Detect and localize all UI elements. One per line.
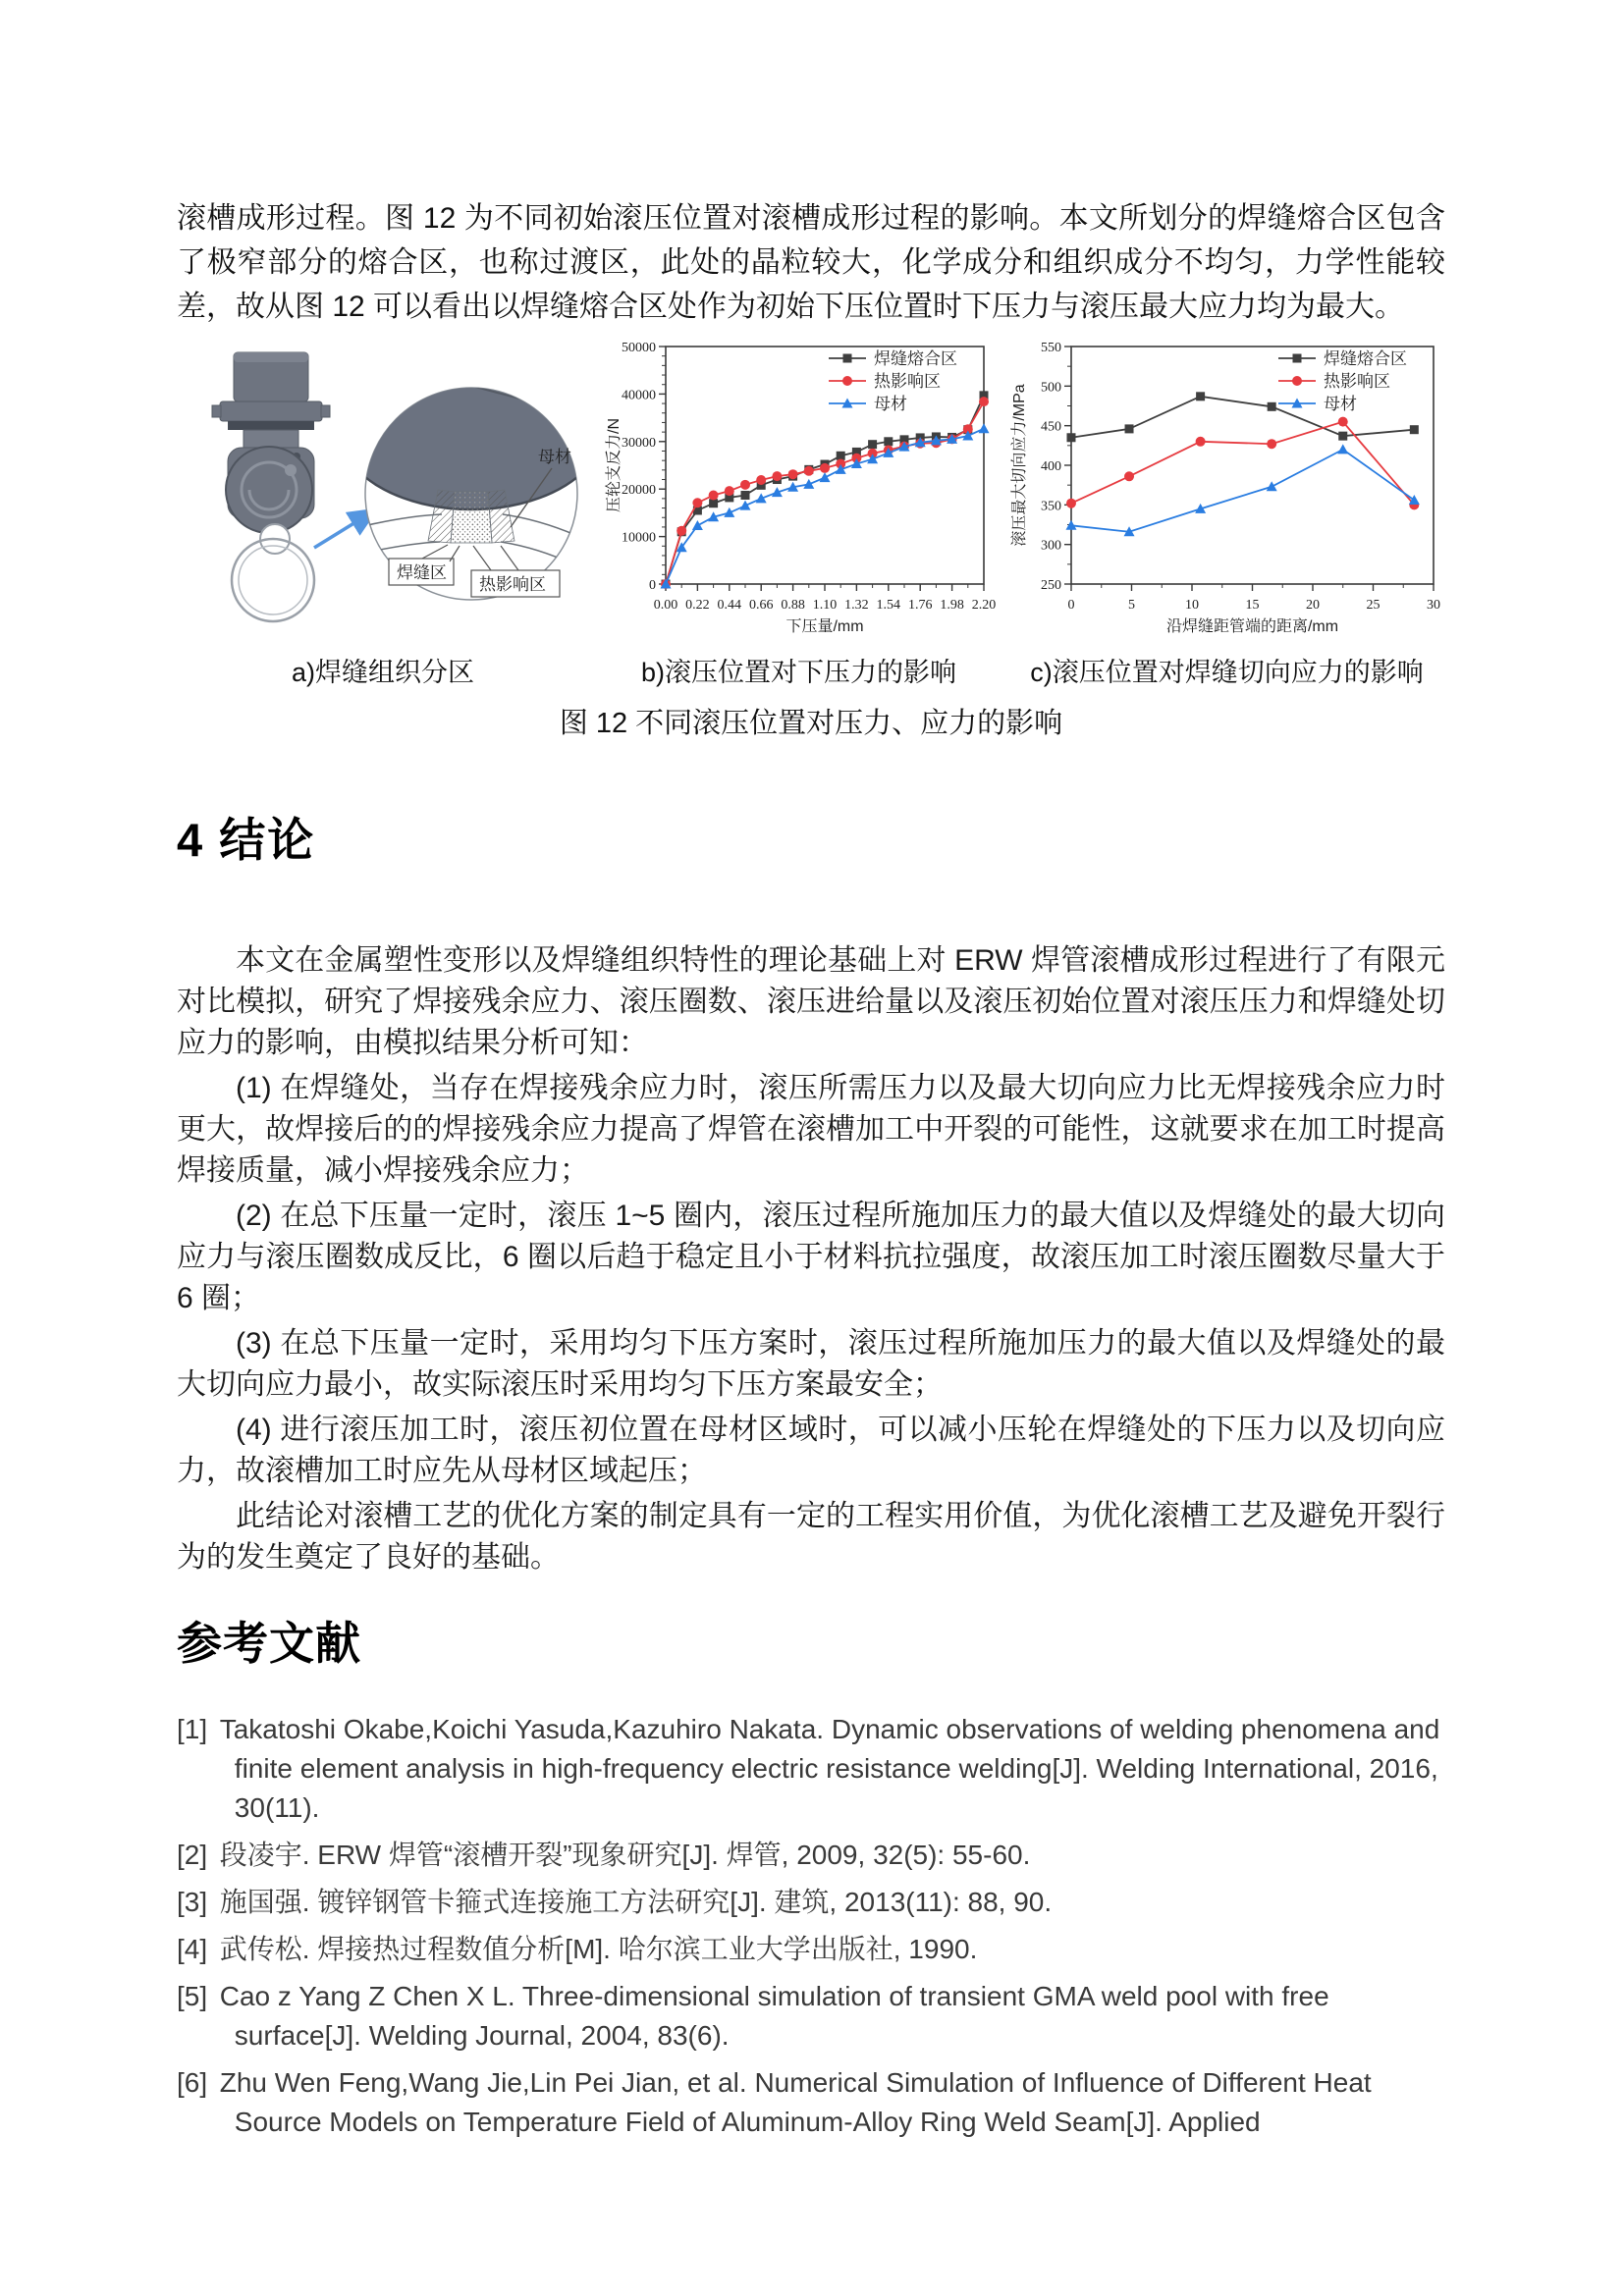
reference-text: Cao z Yang Z Chen X L. Three-dimensional simulation of transient GMA weld pool with free surface[J]. Welding Journal, 2004, 83(6). bbox=[219, 1981, 1329, 2051]
reference-label: [5] bbox=[177, 1981, 208, 2011]
svg-text:50000: 50000 bbox=[621, 341, 656, 355]
svg-text:热影响区: 热影响区 bbox=[1324, 372, 1390, 391]
reference-text: Zhu Wen Feng,Wang Jie,Lin Pei Jian, et al. Numerical Simulation of Influence of Different Heat Source Models on Temperature Field of Aluminum-Alloy Ring Weld Seam[J]. Applied bbox=[219, 2067, 1372, 2137]
svg-text:25: 25 bbox=[1366, 598, 1380, 613]
svg-text:0.66: 0.66 bbox=[748, 598, 773, 613]
svg-text:30000: 30000 bbox=[621, 435, 656, 451]
svg-text:0.22: 0.22 bbox=[684, 598, 710, 613]
svg-text:1.98: 1.98 bbox=[939, 598, 964, 613]
svg-text:350: 350 bbox=[1041, 499, 1061, 514]
subcaption-a: a)焊缝组织分区 bbox=[291, 658, 474, 687]
reference-item bbox=[177, 1710, 1445, 1828]
label-weld-zone: 焊缝区 bbox=[397, 563, 447, 582]
svg-text:20: 20 bbox=[1306, 598, 1320, 613]
references-list bbox=[177, 1710, 1445, 2142]
conclusion-section bbox=[177, 940, 1445, 1578]
reference-label: [3] bbox=[177, 1887, 208, 1917]
subfigure-c bbox=[1008, 335, 1445, 689]
svg-text:2.20: 2.20 bbox=[971, 598, 996, 613]
svg-text:30: 30 bbox=[1427, 598, 1440, 613]
weld-zone-detail-view bbox=[338, 347, 589, 600]
svg-text:450: 450 bbox=[1041, 419, 1061, 435]
reference-text: 段凌宇. ERW 焊管“滚槽开裂”现象研究[J]. 焊管, 2009, 32(5): 55-60. bbox=[219, 1840, 1031, 1870]
svg-text:1.54: 1.54 bbox=[876, 598, 900, 613]
reference-text: Takatoshi Okabe,Koichi Yasuda,Kazuhiro Nakata. Dynamic observations of welding phenomena and finite element analysis in high-frequency electric resistance welding[J]. Welding International, 2016, 30(11). bbox=[219, 1714, 1440, 1823]
svg-text:压轮支反力/N: 压轮支反力/N bbox=[605, 417, 623, 513]
svg-text:0.88: 0.88 bbox=[780, 598, 805, 613]
svg-text:20000: 20000 bbox=[621, 483, 656, 499]
svg-text:400: 400 bbox=[1041, 459, 1061, 474]
conclusion-heading: 4 结论 bbox=[177, 814, 316, 866]
chart-stress-vs-distance bbox=[1008, 335, 1445, 641]
svg-text:0: 0 bbox=[1067, 598, 1075, 613]
references-heading: 参考文献 bbox=[177, 1618, 361, 1669]
figure-row bbox=[177, 335, 1445, 689]
svg-text:0.44: 0.44 bbox=[717, 598, 741, 613]
svg-text:1.10: 1.10 bbox=[812, 598, 837, 613]
svg-text:10: 10 bbox=[1185, 598, 1199, 613]
reference-label: [6] bbox=[177, 2067, 208, 2098]
svg-text:焊缝熔合区: 焊缝熔合区 bbox=[873, 349, 957, 368]
svg-text:500: 500 bbox=[1041, 380, 1061, 396]
page-content bbox=[177, 196, 1445, 2150]
chart-pressure-vs-depth bbox=[603, 335, 996, 641]
reference-item bbox=[177, 2063, 1445, 2142]
label-base-material: 母材 bbox=[538, 448, 571, 466]
intro-paragraph: 滚槽成形过程。图 12 为不同初始滚压位置对滚槽成形过程的影响。本文所划分的焊缝熔合区包含了极窄部分的熔合区，也称过渡区，此处的晶粒较大，化学成分和组织成分不均匀，力学性能较差，故从图 12 可以看出以焊缝熔合区处作为初始下压位置时下压力与滚压最大应力均为最大。 bbox=[177, 202, 1445, 323]
reference-label: [2] bbox=[177, 1840, 208, 1870]
conclusion-paragraph: 本文在金属塑性变形以及焊缝组织特性的理论基础上对 ERW 焊管滚槽成形过程进行了有限元对比模拟，研究了焊接残余应力、滚压圈数、滚压进给量以及滚压初始位置对滚压压力和焊缝处切应力的影响，由模拟结果分析可知： bbox=[177, 944, 1445, 1059]
svg-text:1.32: 1.32 bbox=[843, 598, 869, 613]
zoom-arrow bbox=[314, 511, 373, 548]
reference-item bbox=[177, 1977, 1445, 2056]
roller-tool-illustration bbox=[212, 352, 330, 621]
conclusion-paragraph: (3) 在总下压量一定时，采用均匀下压方案时，滚压过程所施加压力的最大值以及焊缝处的最大切向应力最小，故实际滚压时采用均匀下压方案最安全； bbox=[177, 1327, 1445, 1401]
svg-text:滚压最大切向应力/MPa: 滚压最大切向应力/MPa bbox=[1011, 384, 1028, 547]
svg-text:热影响区: 热影响区 bbox=[873, 372, 941, 391]
svg-text:10000: 10000 bbox=[621, 530, 656, 546]
svg-text:300: 300 bbox=[1041, 538, 1061, 554]
subcaption-c: c)滚压位置对焊缝切向应力的影响 bbox=[1030, 658, 1424, 687]
svg-text:下压量/mm: 下压量/mm bbox=[785, 618, 864, 635]
reference-item bbox=[177, 1930, 1445, 1969]
conclusion-paragraph: (4) 进行滚压加工时，滚压初位置在母材区域时，可以减小压轮在焊缝处的下压力以及切向应力，故滚槽加工时应先从母材区域起压； bbox=[177, 1414, 1445, 1487]
conclusion-paragraph: (2) 在总下压量一定时，滚压 1~5 圈内，滚压过程所施加压力的最大值以及焊缝处的最大切向应力与滚压圈数成反比，6 圈以后趋于稳定且小于材料抗拉强度，故滚压加工时滚压圈数尽量大于 6 圈； bbox=[177, 1200, 1445, 1314]
svg-text:550: 550 bbox=[1041, 341, 1061, 355]
svg-text:母材: 母材 bbox=[1324, 395, 1357, 413]
label-haz: 热影响区 bbox=[479, 575, 546, 594]
subfigure-b bbox=[603, 335, 996, 689]
svg-text:母材: 母材 bbox=[873, 395, 907, 413]
figure-12 bbox=[177, 335, 1445, 741]
conclusion-paragraph: 此结论对滚槽工艺的优化方案的制定具有一定的工程实用价值，为优化滚槽工艺及避免开裂行为的发生奠定了良好的基础。 bbox=[177, 1500, 1445, 1574]
figure-caption: 图 12 不同滚压位置对压力、应力的影响 bbox=[559, 708, 1063, 739]
svg-text:15: 15 bbox=[1245, 598, 1260, 613]
subfigure-a bbox=[177, 347, 589, 689]
svg-text:5: 5 bbox=[1128, 598, 1135, 613]
svg-text:沿焊缝距管端的距离/mm: 沿焊缝距管端的距离/mm bbox=[1165, 618, 1339, 635]
weld-structure-schematic bbox=[177, 347, 589, 641]
svg-text:40000: 40000 bbox=[621, 388, 656, 403]
reference-item bbox=[177, 1883, 1445, 1922]
reference-label: [4] bbox=[177, 1934, 208, 1964]
svg-text:0.00: 0.00 bbox=[653, 598, 677, 613]
reference-text: 施国强. 镀锌钢管卡箍式连接施工方法研究[J]. 建筑, 2013(11): 88, 90. bbox=[219, 1887, 1053, 1917]
svg-text:1.76: 1.76 bbox=[907, 598, 932, 613]
svg-text:0: 0 bbox=[648, 578, 656, 593]
conclusion-paragraph: (1) 在焊缝处，当存在焊接残余应力时，滚压所需压力以及最大切向应力比无焊接残余应力时更大，故焊接后的的焊接残余应力提高了焊管在滚槽加工中开裂的可能性，这就要求在加工时提高焊接质量，减小焊接残余应力； bbox=[177, 1072, 1445, 1187]
reference-item bbox=[177, 1836, 1445, 1875]
subcaption-b: b)滚压位置对下压力的影响 bbox=[640, 658, 956, 687]
svg-text:焊缝熔合区: 焊缝熔合区 bbox=[1324, 349, 1407, 368]
svg-text:250: 250 bbox=[1041, 578, 1061, 593]
reference-label: [1] bbox=[177, 1714, 208, 1744]
reference-text: 武传松. 焊接热过程数值分析[M]. 哈尔滨工业大学出版社, 1990. bbox=[219, 1934, 978, 1964]
